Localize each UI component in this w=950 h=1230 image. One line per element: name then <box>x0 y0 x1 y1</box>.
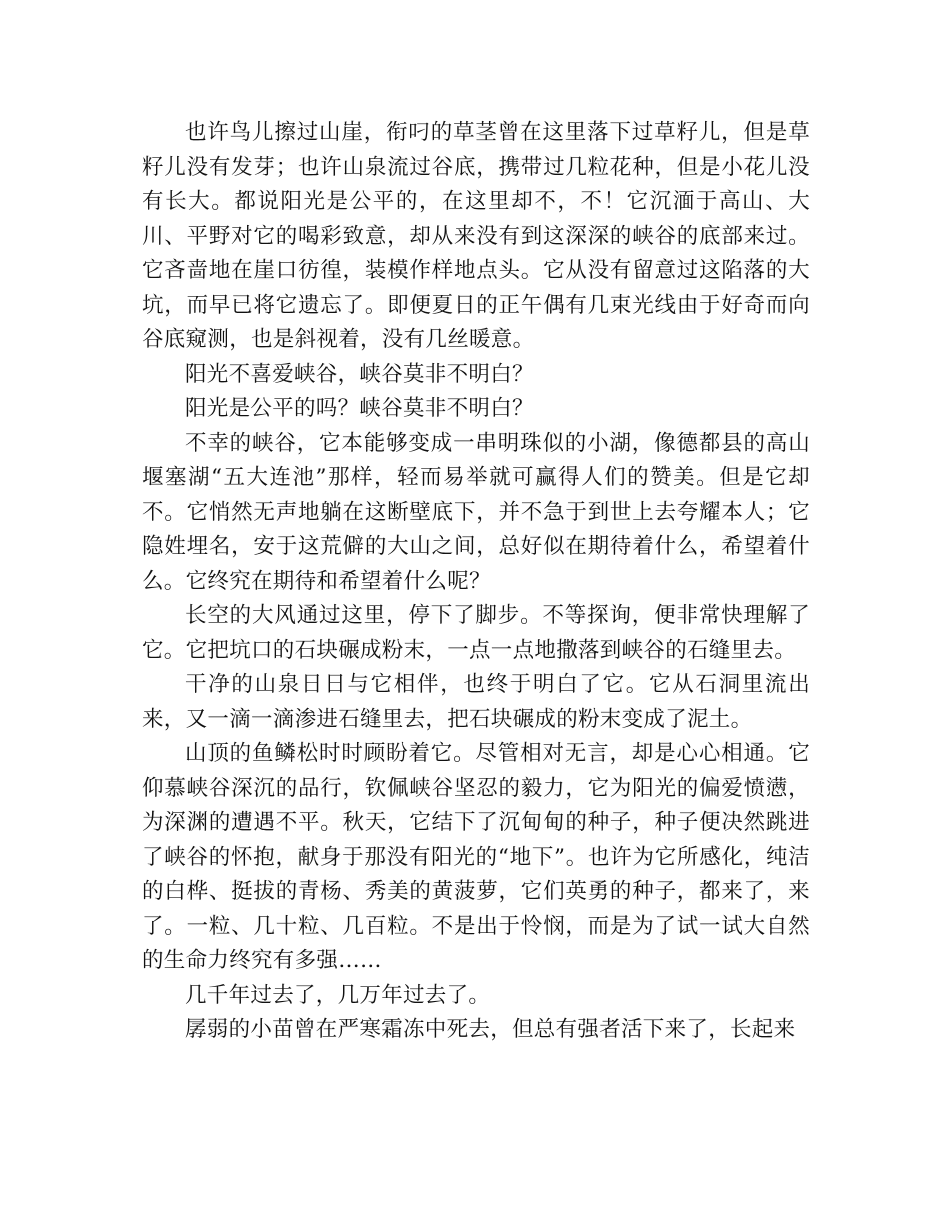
paragraph: 阳光是公平的吗？峡谷莫非不明白？ <box>185 396 534 421</box>
paragraph: 山顶的鱼鳞松时时顾盼着它。尽管相对无言，却是心心相通。它仰慕峡谷深沉的品行，钦佩峡谷坚忍的毅力，它为阳光的偏爱愤懑，为深渊的遭遇不平。秋天，它结下了沉甸甸的种子，种子便决然跳进了峡谷的怀抱，献身于那没有阳光的“地下”。也许为它所感化，纯洁的白桦、挺拔的青杨、秀美的黄菠萝，它们英勇的种子，都来了，来了。一粒、几十粒、几百粒。不是出于怜悯，而是为了试一试大自然的生命力终究有多强…… <box>142 741 810 973</box>
paragraph: 不幸的峡谷，它本能够变成一串明珠似的小湖，像德都县的高山堰塞湖“五大连池”那样，轻而易举就可赢得人们的赞美。但是它却不。它悄然无声地躺在这断壁底下，并不急于到世上去夸耀本人；它隐姓埋名，安于这荒僻的大山之间，总好似在期待着什么，希望着什么。它终究在期待和希望着什么呢？ <box>142 430 810 594</box>
paragraph: 也许鸟儿擦过山崖，衔叼的草茎曾在这里落下过草籽儿，但是草籽儿没有发芽；也许山泉流过谷底，携带过几粒花种，但是小花儿没有长大。都说阳光是公平的，在这里却不，不！它沉湎于高山、大川、平野对它的喝彩致意，却从来没有到这深深的峡谷的底部来过。它吝啬地在崖口彷徨，装模作样地点头。它从没有留意过这陷落的大坑，而早已将它遗忘了。即便夏日的正午偶有几束光线由于好奇而向谷底窥测，也是斜视着，没有几丝暖意。 <box>142 120 810 352</box>
paragraph: 孱弱的小苗曾在严寒霜冻中死去，但总有强者活下来了，长起来 <box>185 1017 796 1042</box>
paragraph: 干净的山泉日日与它相伴，也终于明白了它。它从石洞里流出来，又一滴一滴渗进石缝里去，把石块碾成的粉末变成了泥土。 <box>142 672 810 732</box>
paragraph: 几千年过去了，几万年过去了。 <box>185 982 491 1008</box>
document-body <box>142 116 810 1048</box>
paragraph: 长空的大风通过这里，停下了脚步。不等探询，便非常快理解了它。它把坑口的石块碾成粉末，一点一点地撒落到峡谷的石缝里去。 <box>142 603 810 663</box>
paragraph: 阳光不喜爱峡谷，峡谷莫非不明白？ <box>185 361 534 387</box>
